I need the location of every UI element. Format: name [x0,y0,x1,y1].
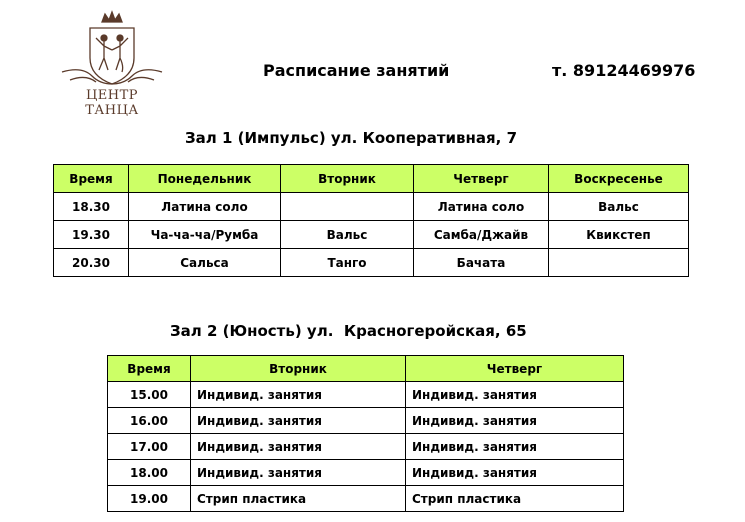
table-cell: Квикстеп [549,221,689,249]
logo-text: ЦЕНТР ТАНЦА [85,88,139,118]
hall2-title: Зал 2 (Юность) ул. Красногеройская, 65 [170,322,527,340]
column-header: Понедельник [129,165,281,193]
table-cell: Индивид. занятия [191,460,406,486]
table-cell: Стрип пластика [406,486,624,512]
phone-number: т. 89124469976 [552,61,696,80]
table-cell: Индивид. занятия [191,382,406,408]
table-cell: 19.30 [54,221,129,249]
table-cell: Индивид. занятия [406,460,624,486]
table-cell: Самба/Джайв [414,221,549,249]
table-header-row [54,165,689,193]
column-header: Вторник [281,165,414,193]
table-cell: Индивид. занятия [406,434,624,460]
table-cell: Латина соло [414,193,549,221]
table-cell: Индивид. занятия [191,408,406,434]
table-cell: 20.30 [54,249,129,277]
table-cell: Индивид. занятия [191,434,406,460]
table-cell: Танго [281,249,414,277]
table-cell: Индивид. занятия [406,408,624,434]
hall1-schedule-table [53,164,689,277]
column-header: Время [54,165,129,193]
column-header: Четверг [414,165,549,193]
column-header: Четверг [406,356,624,382]
table-row [108,460,624,486]
table-cell: 18.00 [108,460,191,486]
table-row [54,221,689,249]
table-cell: Бачата [414,249,549,277]
table-row [108,434,624,460]
table-cell: 15.00 [108,382,191,408]
table-cell: Вальс [281,221,414,249]
column-header: Вторник [191,356,406,382]
column-header: Время [108,356,191,382]
table-row [108,408,624,434]
table-row [108,486,624,512]
table-cell [549,249,689,277]
page-title: Расписание занятий [263,61,450,80]
hall1-title: Зал 1 (Импульс) ул. Кооперативная, 7 [185,129,518,147]
table-cell: Индивид. занятия [406,382,624,408]
table-row [54,249,689,277]
table-cell: Сальса [129,249,281,277]
hall2-schedule-table [107,355,624,512]
column-header: Воскресенье [549,165,689,193]
table-row [108,382,624,408]
table-cell: 18.30 [54,193,129,221]
table-cell: 19.00 [108,486,191,512]
table-cell: Ча-ча-ча/Румба [129,221,281,249]
table-cell: 17.00 [108,434,191,460]
table-row [54,193,689,221]
table-cell: 16.00 [108,408,191,434]
table-cell: Латина соло [129,193,281,221]
table-header-row [108,356,624,382]
table-cell: Стрип пластика [191,486,406,512]
table-cell: Вальс [549,193,689,221]
table-cell [281,193,414,221]
